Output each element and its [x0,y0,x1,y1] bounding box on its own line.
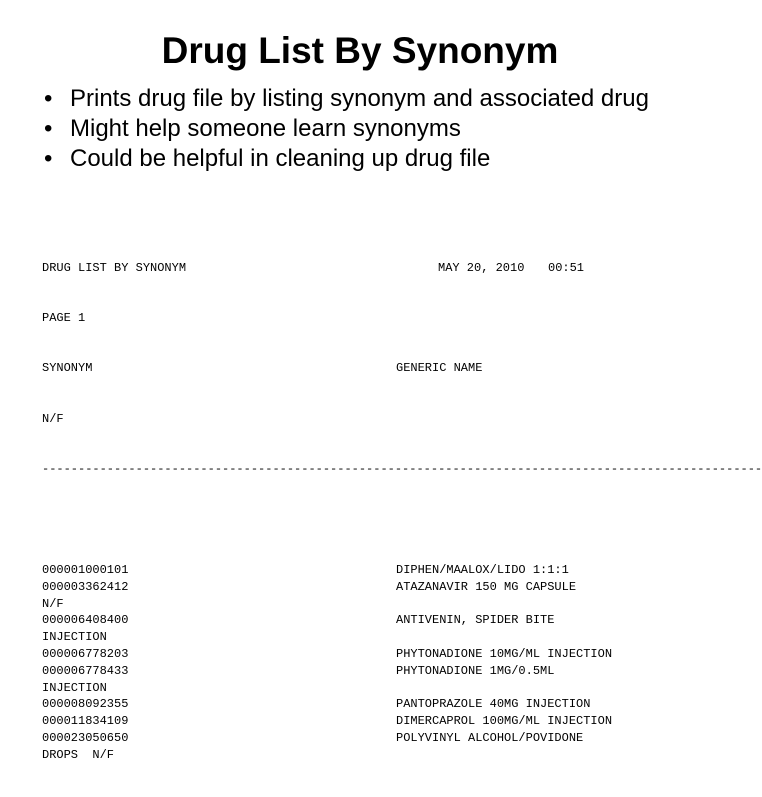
report-row-synonym: 000006408400 [42,613,129,628]
bullet-text: Could be helpful in cleaning up drug file [70,145,491,172]
report-rule: ---------------------------------------------------------------------------------------------------- [42,462,762,477]
report-rule-line [42,461,762,478]
report-row-generic-name: ANTIVENIN, SPIDER BITE [396,613,555,628]
bullet-item [44,146,694,172]
report-row-generic-name: DIPHEN/MAALOX/LIDO 1:1:1 [396,562,569,577]
report-row-synonym: DROPS N/F [42,747,115,762]
bullet-list [44,86,694,176]
report-row [42,596,682,613]
slide-title: Drug List By Synonym [161,30,559,71]
report-row-generic-name: POLYVINYL ALCOHOL/POVIDONE [396,730,584,745]
report-row-generic-name: PHYTONADIONE 1MG/0.5ML [396,663,555,678]
bullet-text: Might help someone learn synonyms [70,115,461,142]
report-columns-line [42,360,682,377]
report-row-synonym: INJECTION [42,630,107,645]
report-page: PAGE 1 [42,310,86,325]
report-row-synonym: INJECTION [42,680,107,695]
report-row-synonym: 000001000101 [42,562,129,577]
report-row-synonym: 000006778203 [42,646,129,661]
column-generic-name: GENERIC NAME [396,361,483,376]
report-blank-line [42,512,682,529]
bullet-dot-icon: • [44,145,53,172]
report-row-synonym: 000003362412 [42,579,129,594]
report-row-synonym: 000006778433 [42,663,129,678]
report-row [42,629,682,646]
column-nf: N/F [42,411,64,426]
report-row [42,730,682,747]
report-row [42,713,682,730]
bullet-item [44,116,694,142]
bullet-dot-icon: • [44,115,53,142]
report-row-synonym: 000008092355 [42,697,129,712]
report-printout [42,226,762,797]
column-synonym: SYNONYM [42,361,93,376]
report-row-synonym: N/F [42,596,64,611]
bullet-dot-icon: • [44,85,53,112]
report-row [42,696,682,713]
report-row-generic-name: PANTOPRAZOLE 40MG INJECTION [396,697,591,712]
report-row [42,579,682,596]
report-row-generic-name: PHYTONADIONE 10MG/ML INJECTION [396,646,613,661]
report-nf-line [42,411,682,428]
bullet-item [44,86,694,112]
report-row [42,663,682,680]
report-row [42,747,682,764]
report-row [42,680,682,697]
report-row-synonym: 000023050650 [42,730,129,745]
report-time: 00:51 [548,260,585,275]
report-header-line [42,260,682,277]
bullet-text: Prints drug file by listing synonym and associated drug [70,85,649,112]
report-row-generic-name: DIMERCAPROL 100MG/ML INJECTION [396,714,613,729]
report-row [42,612,682,629]
report-date: MAY 20, 2010 [438,260,525,275]
report-rows [42,562,682,764]
report-page-line [42,310,682,327]
report-row-synonym: 000011834109 [42,714,129,729]
report-row-generic-name: ATAZANAVIR 150 MG CAPSULE [396,579,577,594]
report-row [42,562,682,579]
report-title: DRUG LIST BY SYNONYM [42,260,187,275]
report-row [42,646,682,663]
